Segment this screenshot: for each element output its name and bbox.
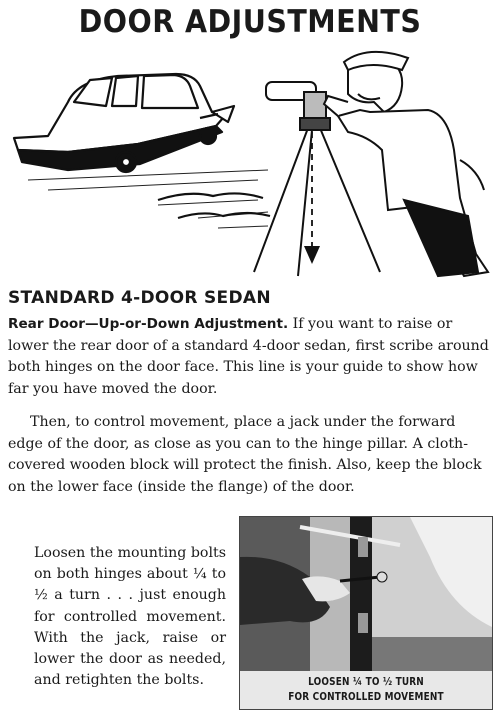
ground-hatching	[28, 170, 268, 228]
paragraph-runin-heading: Rear Door—Up-or-Down Adjustment.	[8, 316, 289, 332]
surveyor-transit	[266, 82, 330, 130]
photo-caption-line1: LOOSEN ¼ TO ½ TURN	[308, 676, 424, 688]
photo-caption	[240, 671, 492, 709]
hinge-photo-scene	[240, 517, 492, 671]
paragraph-rear-door	[8, 314, 494, 400]
page-title: DOOR ADJUSTMENTS	[78, 4, 422, 40]
photo-caption-line2: FOR CONTROLLED MOVEMENT	[288, 691, 444, 703]
paragraph-body: If you want to raise or lower the rear door of a standard 4-door sedan, first scribe around both hinges on the door face. This line is your guide to show how far you have moved the door.	[8, 316, 489, 397]
car-drawing	[14, 74, 234, 172]
tripod	[254, 128, 380, 276]
header-illustration	[8, 40, 492, 280]
hinge-photo	[239, 516, 493, 710]
section-heading: STANDARD 4-DOOR SEDAN	[8, 288, 271, 308]
paragraph-control-movement: Then, to control movement, place a jack under the forward edge of the door, as close as you can to the hinge pillar. A cloth-covered wooden block will protect the finish. Also, keep the block on the lower face (inside the flange) of the door.	[8, 414, 482, 495]
paragraph-loosen-bolts: Loosen the mounting bolts on both hinges about ¼ to ½ a turn . . . just enough for controlled movement. With the jack, raise or lower the door as needed, and retighten the bolts.	[34, 545, 226, 689]
surveyor-figure	[324, 52, 488, 276]
